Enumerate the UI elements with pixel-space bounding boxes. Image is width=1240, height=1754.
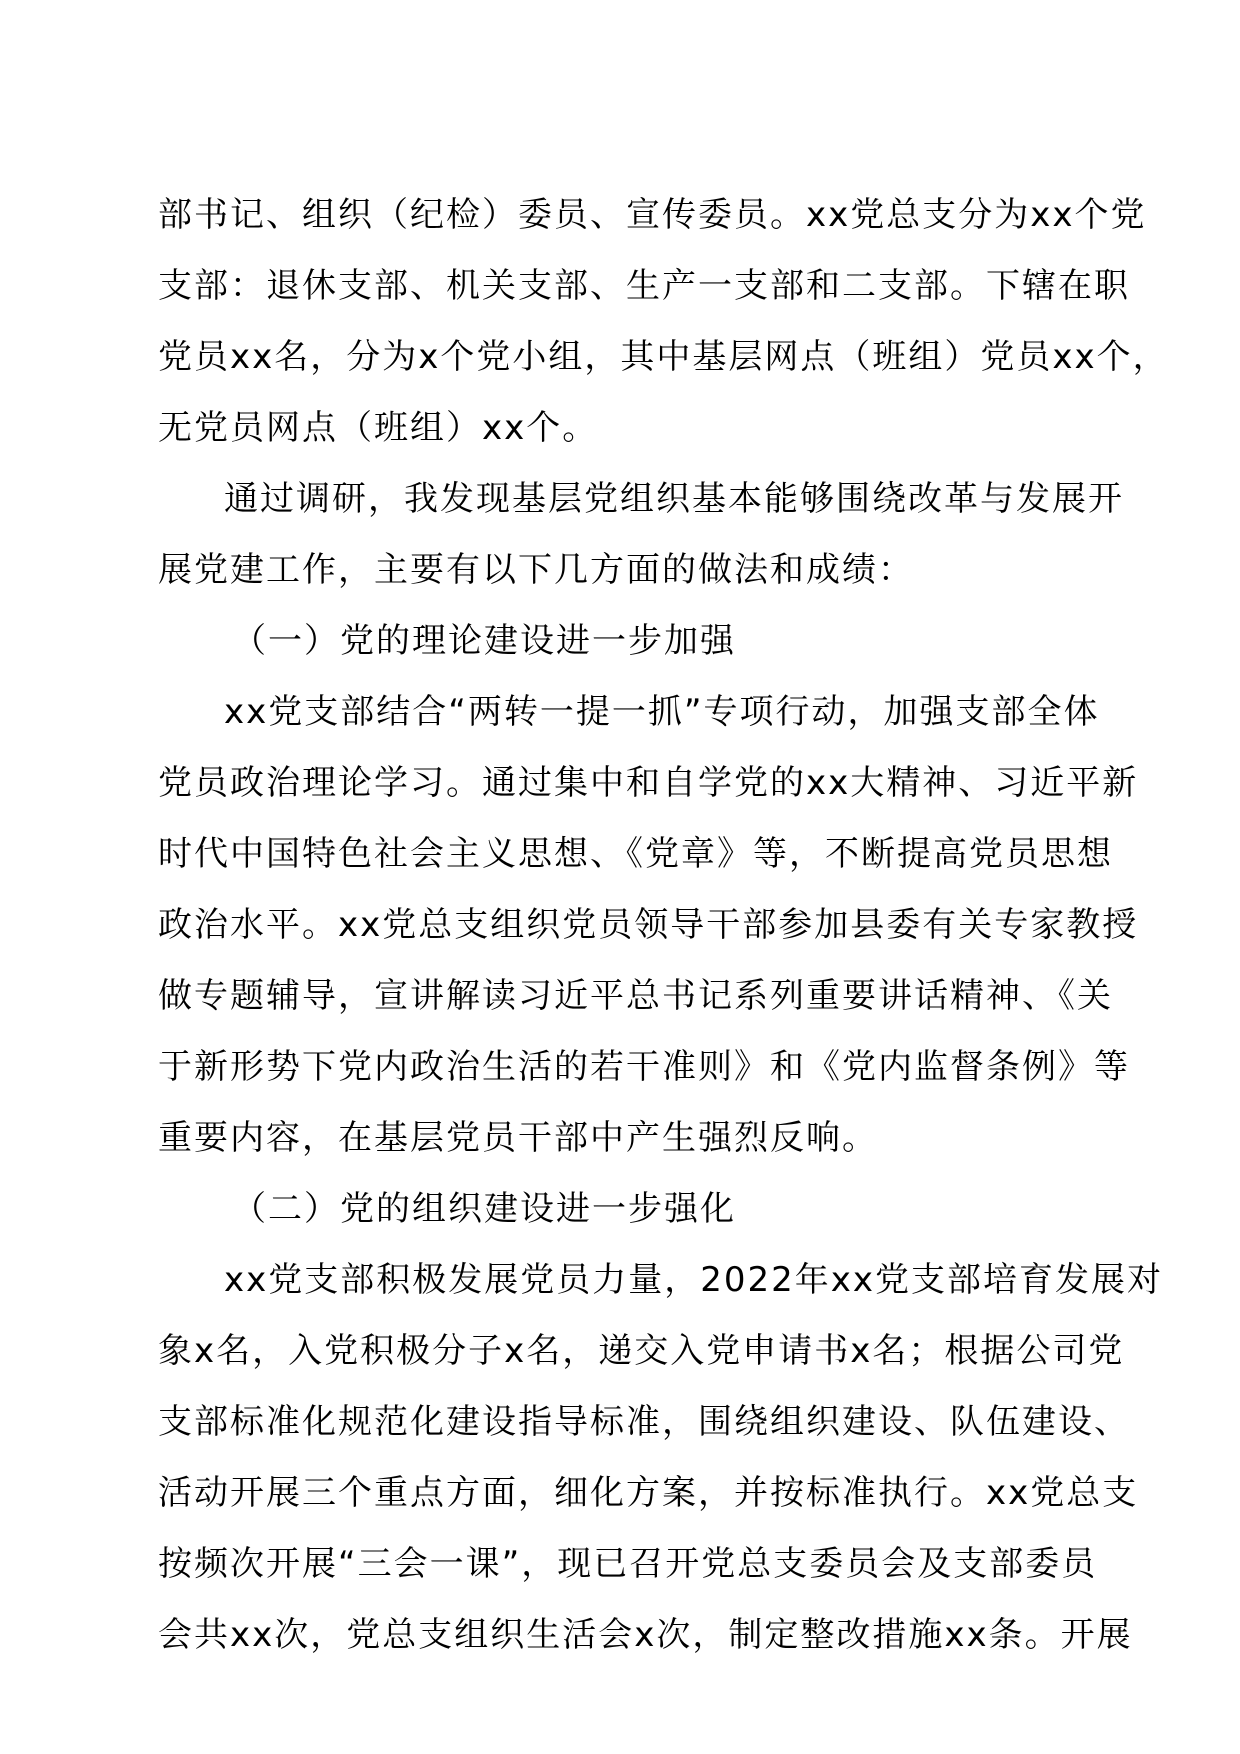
paragraph-line: 支部：退休支部、机关支部、生产一支部和二支部。下辖在职	[158, 266, 1130, 306]
paragraph-line: xx党支部结合“两转一提一抓”专项行动，加强支部全体	[224, 692, 1100, 732]
paragraph-line: 通过调研，我发现基层党组织基本能够围绕改革与发展开	[224, 479, 1124, 519]
paragraph-line: xx党支部积极发展党员力量，2022年xx党支部培育发展对	[224, 1260, 1164, 1300]
paragraph-line: 重要内容，在基层党员干部中产生强烈反响。	[158, 1118, 878, 1158]
document-body	[158, 180, 1169, 1671]
paragraph-line: 支部标准化规范化建设指导标准，围绕组织建设、队伍建设、	[158, 1402, 1130, 1442]
paragraph-line: 象x名，入党积极分子x名，递交入党申请书x名；根据公司党	[158, 1331, 1125, 1371]
paragraph-line: 部书记、组织（纪检）委员、宣传委员。xx党总支分为xx个党	[158, 195, 1147, 235]
paragraph-line: 展党建工作，主要有以下几方面的做法和成绩：	[158, 550, 914, 590]
paragraph-line: 时代中国特色社会主义思想、《党章》等，不断提高党员思想	[158, 834, 1113, 874]
paragraph-line: 党员政治理论学习。通过集中和自学党的xx大精神、习近平新	[158, 763, 1139, 803]
section-heading: （一）党的理论建设进一步加强	[232, 621, 736, 661]
paragraph-line: 会共xx次，党总支组织生活会x次，制定整改措施xx条。开展	[158, 1615, 1133, 1655]
paragraph-line: 按频次开展“三会一课”，现已召开党总支委员会及支部委员	[158, 1544, 1098, 1584]
paragraph-line: 于新形势下党内政治生活的若干准则》和《党内监督条例》等	[158, 1047, 1130, 1087]
paragraph-line: 政治水平。xx党总支组织党员领导干部参加县委有关专家教授	[158, 905, 1139, 945]
paragraph-line: 活动开展三个重点方面，细化方案，并按标准执行。xx党总支	[158, 1473, 1139, 1513]
section-heading: （二）党的组织建设进一步强化	[232, 1189, 736, 1229]
paragraph-line: 做专题辅导，宣讲解读习近平总书记系列重要讲话精神、《关	[158, 976, 1113, 1016]
paragraph-line: 党员xx名，分为x个党小组，其中基层网点（班组）党员xx个，	[158, 337, 1169, 377]
paragraph-line: 无党员网点（班组）xx个。	[158, 408, 599, 448]
